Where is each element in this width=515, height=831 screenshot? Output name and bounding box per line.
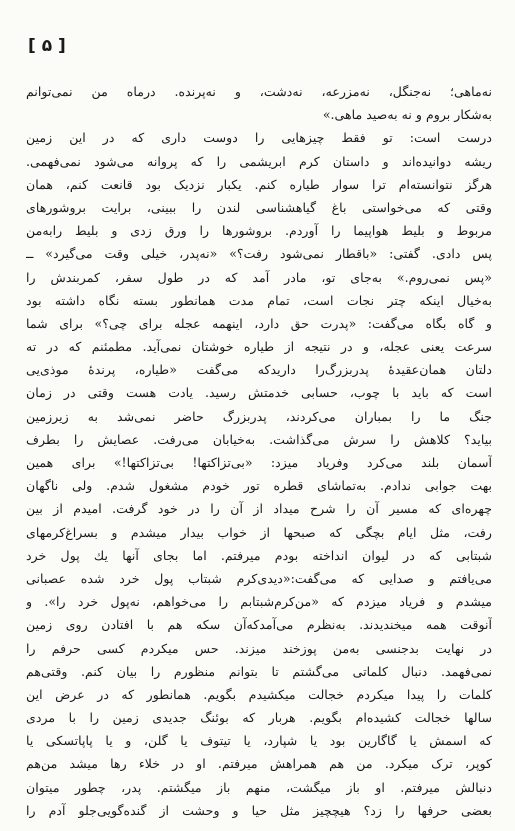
text-line: می‌یافتم و صدایی که می‌گفت:«دیدی‌کرم شبتاب پول خرد شده عصبانی bbox=[26, 570, 492, 586]
text-line: وقتی که می‌خواستی باغ گیاهشناسی لندن را ببینی، برایت بروشورهای bbox=[26, 199, 492, 215]
text-line: دنبالش میرفتم. او باز میگشت، منهم باز میگشتم. پدر، چطور میتوان bbox=[26, 779, 492, 795]
text-line: درست است: تو فقط چیزهایی را دوست داری که در این زمین bbox=[26, 130, 492, 146]
text-line: است که باید با چوب، حسابی خدمتش رسید. یادت هست وقتی در زمان bbox=[26, 385, 492, 401]
text-line: رفت، مثل ایام بچگی که صبحها از خواب بیدار میشدم و بسراغ‌کرمهای bbox=[26, 524, 492, 540]
text-line: سرعت یعنی عجله، و در نتیجه از طیاره خوشتان نمی‌آید. مطمئنم که در ته bbox=[26, 339, 492, 355]
text-line: هرگز نتوانسته‌ام ترا سوار طیاره کنم. یکبار نزدیک بود قانعت کنم، همان bbox=[26, 176, 492, 192]
text-line: در نهایت بدجنسی به‌من پوزخند میزند. حس میکردم کسی حرفم را bbox=[26, 640, 492, 656]
text-line: نه‌ماهی؛ نه‌جنگل، نه‌مزرعه، نه‌دشت، و نه‌پرنده. درماه من نمی‌توانم bbox=[26, 84, 492, 99]
body-text bbox=[26, 80, 492, 822]
text-line: دلتان همان‌عقیدهٔ پدربزرگ‌را دارید‌که می‌گفت «طیاره، پرندهٔ موذی‌یی bbox=[26, 362, 492, 378]
text-line: به‌خیال اینکه چتر نجات است، تمام مدت همانطور بسته نگاه داشته بود bbox=[26, 292, 492, 308]
text-line: کوپر، ترک میکرد. من هم همراهش میرفتم. او در خلاء رها میشد من‌هم bbox=[26, 756, 492, 772]
text-line: شبتابی که در لیوان انداخته بودم میرفتم. اما بجای آنها یك پول خرد bbox=[26, 547, 492, 563]
text-line: بیاید؟ کلاهش را سرش می‌گذاشت. به‌خیابان می‌رفت. عصایش را بطرف bbox=[26, 431, 492, 447]
page-number: [ ۵ ] bbox=[28, 36, 66, 56]
text-line: بهت جوابی ندادم. به‌تماشای قطره تور خودم مشغول شدم. ولی ناگهان bbox=[26, 478, 492, 494]
text-line: مربوط و بلیط هواپیما را آوردم. بروشورها را ورق زدی و بلیط رابه‌من bbox=[26, 223, 492, 239]
text-line: آنوقت همه میخندیدند. به‌نظرم می‌آمدکه‌آن سکه هم با افتادن روی زمین bbox=[26, 617, 492, 633]
text-line: آسمان بلند می‌کرد وفریاد میزد: «بی‌تزاکتها! بی‌تزاکتها!» برای همین bbox=[26, 455, 492, 470]
text-line: و گاه بگاه می‌گفت: «پدرت حق دارد، اینهمه عجله برای چی؟» برای شما bbox=[26, 315, 492, 331]
text-line: نمی‌فهمد. دنبال کلماتی می‌گشتم تا بتوانم منظورم را بیان کنم. وقتی‌هم bbox=[26, 663, 492, 679]
text-line: «پس نمی‌روم.» به‌جای تو، مادر آمد که در طول سفر، کمربندش را bbox=[26, 269, 492, 285]
text-line: پس دادی. گفتی: «باقطار نمی‌شود رفت؟» «نه‌پدر، خیلی وقت می‌گیرد» ــ bbox=[26, 246, 492, 262]
text-line: سالها خجالت کشیده‌ام بگویم. هربار که بوئنگ جدیدی زمین را با مردی bbox=[26, 710, 492, 726]
text-line: بعضی حرفها را زد؟ هیچچیز مثل حیا و وحشت از گنده‌گویی‌جلو آدم را bbox=[26, 802, 492, 818]
text-line: چهره‌ای که مسیر آن را شرح میداد از آن را در خود گرفت. امیدم از بین bbox=[26, 501, 492, 517]
text-line: کلمات را پیدا میکردم خجالت میکشیدم بگویم. همانطور که در عرض این bbox=[26, 686, 492, 702]
text-line: میشدم و فریاد میزدم که «من‌کرم‌شبتابم را می‌خواهم، نه‌پول خرد را». و bbox=[26, 594, 492, 610]
text-line: که اسمش یا گاگارین بود یا شپارد، یا تیتوف یا گلن، و یا پاپاتسکی یا bbox=[26, 733, 492, 749]
text-line: جنگ ما را بمباران می‌کردند، پدربزرگ حاضر نمی‌شد به زیرزمین bbox=[26, 408, 492, 424]
text-line: به‌شکار بروم و نه به‌صید ماهی.» bbox=[322, 107, 492, 123]
text-line: ریشه دوانیده‌اند و داستان کرم ابریشمی را که پروانه می‌شود نمی‌فهمی. bbox=[26, 153, 492, 169]
